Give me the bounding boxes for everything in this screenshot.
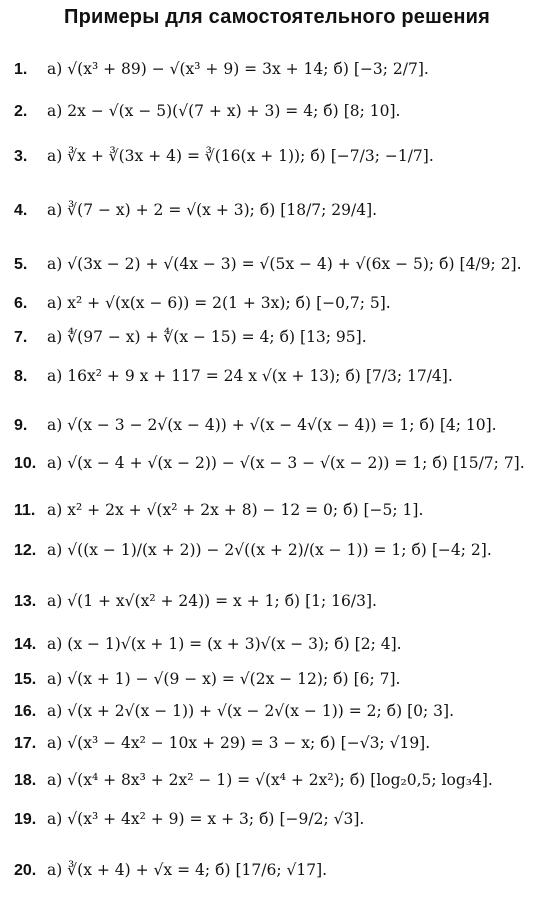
- equation: √(x⁴ + 8x³ + 2x² − 1) = √(x⁴ + 2x²);: [67, 771, 345, 790]
- label-b: б): [284, 592, 301, 611]
- label-a: а): [47, 670, 63, 689]
- problem-row: [14, 257, 548, 273]
- problem-row: [14, 503, 548, 519]
- equation: √(1 + x√(x² + 24)) = x + 1;: [67, 592, 280, 611]
- equation: ∛(x + 4) + √x = 4;: [67, 861, 211, 880]
- problem-row: [14, 543, 548, 559]
- answer: [2; 4].: [354, 635, 402, 654]
- label-b: б): [295, 294, 312, 313]
- answer: [8; 10].: [343, 102, 401, 121]
- problem-row: [14, 637, 548, 653]
- problem-row: [14, 62, 548, 78]
- label-b: б): [259, 201, 276, 220]
- equation: (x − 1)√(x + 1) = (x + 3)√(x − 3);: [67, 635, 330, 654]
- answer: [6; 7].: [353, 670, 401, 689]
- equation: √(x − 3 − 2√(x − 4)) + √(x − 4√(x − 4)) = 1;: [67, 416, 415, 435]
- answer: [17/6; √17].: [235, 861, 328, 880]
- label-a: а): [47, 635, 63, 654]
- problem-number: 11.: [14, 502, 36, 519]
- label-a: а): [47, 771, 63, 790]
- equation: √(x + 2√(x − 1)) + √(x − 2√(x − 1)) = 2;: [67, 702, 382, 721]
- page-title: Примеры для самостоятельного решения: [64, 6, 490, 28]
- label-a: а): [47, 255, 63, 274]
- label-b: б): [334, 635, 350, 654]
- problem-number: 12.: [14, 542, 37, 559]
- equation: 2x − √(x − 5)(√(7 + x) + 3) = 4;: [67, 102, 319, 121]
- label-b: б): [215, 861, 231, 880]
- label-a: а): [47, 810, 63, 829]
- problem-row: [14, 812, 548, 828]
- label-a: а): [47, 416, 63, 435]
- label-b: б): [345, 367, 361, 386]
- problem-number: 2.: [14, 103, 28, 120]
- label-a: а): [47, 328, 63, 347]
- label-a: а): [47, 501, 63, 520]
- equation: x² + √(x(x − 6)) = 2(1 + 3x);: [67, 294, 291, 313]
- answer: [−9/2; √3].: [279, 810, 365, 829]
- answer: [−√3; √19].: [340, 734, 431, 753]
- answer: [0; 3].: [407, 702, 455, 721]
- problem-number: 13.: [14, 593, 37, 610]
- equation: ∜(97 − x) + ∜(x − 15) = 4;: [67, 328, 275, 347]
- label-a: а): [47, 367, 63, 386]
- problem-row: [14, 104, 548, 120]
- equation: √(x³ − 4x² − 10x + 29) = 3 − x;: [67, 734, 316, 753]
- label-a: а): [47, 294, 63, 313]
- label-b: б): [343, 501, 359, 520]
- label-a: а): [47, 702, 63, 721]
- problem-number: 7.: [14, 329, 28, 346]
- answer: [−0,7; 5].: [316, 294, 391, 313]
- problem-row: [14, 418, 548, 434]
- equation: √((x − 1)/(x + 2)) − 2√((x + 2)/(x − 1)) = 1;: [67, 541, 407, 560]
- problem-row: [14, 672, 548, 688]
- equation: x² + 2x + √(x² + 2x + 8) − 12 = 0;: [67, 501, 339, 520]
- label-a: а): [47, 201, 63, 220]
- problem-number: 9.: [14, 417, 28, 434]
- problem-number: 3.: [14, 148, 28, 165]
- problem-number: 6.: [14, 295, 28, 312]
- label-a: а): [47, 541, 63, 560]
- label-b: б): [386, 702, 403, 721]
- label-a: а): [47, 592, 63, 611]
- problem-number: 10.: [14, 455, 37, 472]
- label-a: а): [47, 60, 63, 79]
- problem-row: [14, 296, 548, 312]
- problem-row: [14, 369, 548, 385]
- label-a: а): [47, 734, 63, 753]
- label-b: б): [419, 416, 435, 435]
- answer: [4; 10].: [439, 416, 497, 435]
- label-a: а): [47, 147, 63, 166]
- label-b: б): [320, 734, 336, 753]
- problem-number: 17.: [14, 735, 37, 752]
- answer: [13; 95].: [300, 328, 367, 347]
- problem-number: 5.: [14, 256, 28, 273]
- problem-row: [14, 203, 548, 219]
- answer: [4/9; 2].: [459, 255, 522, 274]
- label-a: а): [47, 102, 63, 121]
- equation: √(3x − 2) + √(4x − 3) = √(5x − 4) + √(6x − 5);: [67, 255, 435, 274]
- label-a: а): [47, 454, 63, 473]
- answer: [−7/3; −1/7].: [330, 147, 434, 166]
- equation: √(x + 1) − √(9 − x) = √(2x − 12);: [67, 670, 329, 689]
- answer: [−3; 2/7].: [353, 60, 429, 79]
- label-b: б): [259, 810, 275, 829]
- label-b: б): [349, 771, 366, 790]
- problem-row: [14, 736, 548, 752]
- label-b: б): [279, 328, 296, 347]
- answer: [−4; 2].: [431, 541, 492, 560]
- problem-row: [14, 149, 548, 165]
- label-a: а): [47, 861, 63, 880]
- answer: [−5; 1].: [363, 501, 424, 520]
- equation: ∛x + ∛(3x + 4) = ∛(16(x + 1));: [67, 147, 306, 166]
- answer: [18/7; 29/4].: [280, 201, 378, 220]
- label-b: б): [310, 147, 326, 166]
- problem-row: [14, 594, 548, 610]
- label-b: б): [432, 454, 448, 473]
- problem-number: 18.: [14, 772, 37, 789]
- problem-row: [14, 773, 548, 789]
- problem-number: 4.: [14, 202, 28, 219]
- equation: √(x − 4 + √(x − 2)) − √(x − 3 − √(x − 2)) = 1;: [67, 454, 428, 473]
- problem-number: 20.: [14, 862, 37, 879]
- problem-number: 14.: [14, 636, 37, 653]
- problem-row: [14, 704, 548, 720]
- problem-row: [14, 863, 548, 879]
- answer: [log₂0,5; log₃4].: [370, 771, 493, 790]
- label-b: б): [333, 670, 349, 689]
- problem-row: [14, 456, 548, 472]
- equation: √(x³ + 89) − √(x³ + 9) = 3x + 14;: [67, 60, 329, 79]
- equation: √(x³ + 4x² + 9) = x + 3;: [67, 810, 255, 829]
- label-b: б): [439, 255, 455, 274]
- problem-number: 15.: [14, 671, 37, 688]
- label-b: б): [411, 541, 427, 560]
- problem-number: 19.: [14, 811, 37, 828]
- answer: [15/7; 7].: [452, 454, 525, 473]
- label-b: б): [333, 60, 349, 79]
- equation: 16x² + 9 x + 117 = 24 x √(x + 13);: [67, 367, 341, 386]
- problem-row: [14, 330, 548, 346]
- problem-number: 1.: [14, 61, 28, 78]
- label-b: б): [323, 102, 339, 121]
- answer: [1; 16/3].: [305, 592, 377, 611]
- equation: ∛(7 − x) + 2 = √(x + 3);: [67, 201, 255, 220]
- answer: [7/3; 17/4].: [365, 367, 453, 386]
- problem-number: 16.: [14, 703, 37, 720]
- problem-number: 8.: [14, 368, 28, 385]
